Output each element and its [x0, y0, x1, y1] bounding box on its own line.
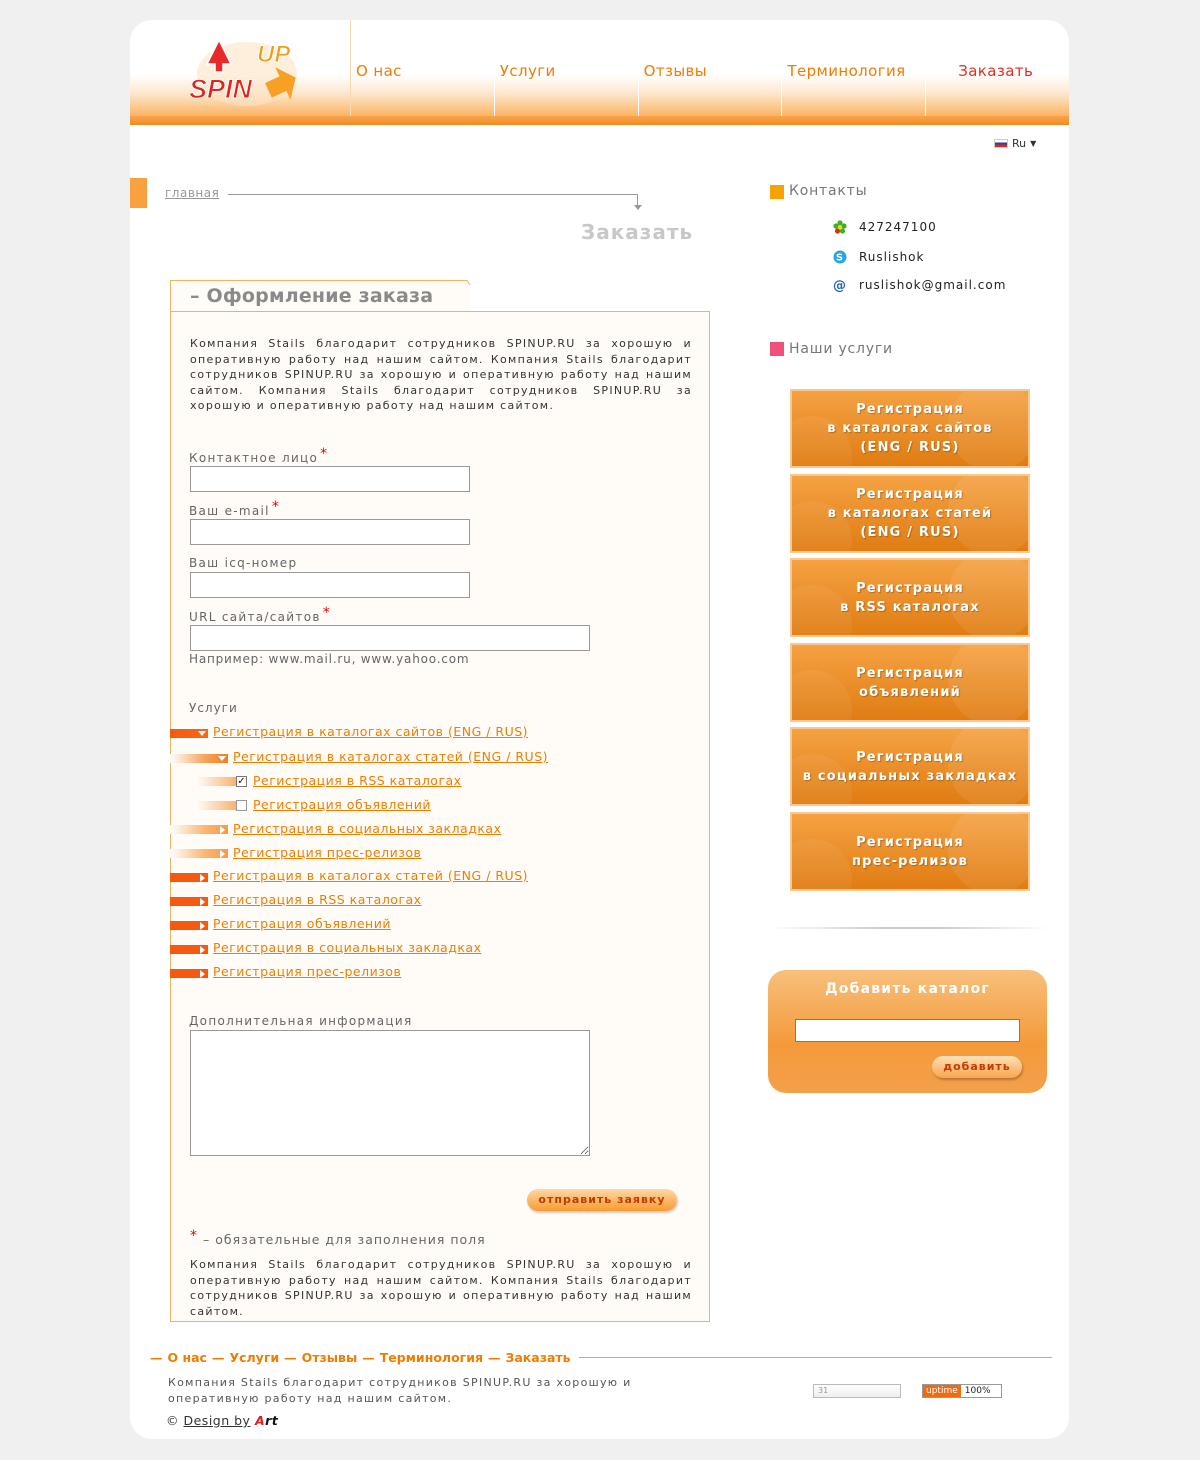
- tile-label: Регистрация объявлений: [856, 665, 964, 700]
- url-label: URL сайта/сайтов *: [189, 605, 332, 624]
- order-intro-text: Компания Stails благодарит сотрудников SPINUP.RU за хорошую и оперативную работу над нашим сайтом. Компания Stails благодарит сотрудников SPINUP.RU за хорошую и оперативную работу над нашим сайтом. Компания Stails благодарит сотрудников SPINUP.RU за хорошую и оперативную работу над нашим сайтом.: [190, 337, 692, 412]
- service-tile-article-catalogs[interactable]: [790, 474, 1030, 553]
- uptime-label: uptime: [923, 1385, 961, 1397]
- footer-dash: —: [487, 1350, 501, 1365]
- service-tile-site-catalogs[interactable]: [790, 389, 1030, 468]
- service-link[interactable]: Регистрация прес-релизов: [233, 845, 422, 860]
- tile-decoration: [790, 839, 852, 891]
- footer-link-about[interactable]: О нас: [167, 1350, 207, 1365]
- header-bottom-line: [130, 116, 1069, 125]
- contact-email: [833, 278, 1006, 292]
- footer-link-services[interactable]: Услуги: [229, 1350, 280, 1365]
- extra-info-label: Дополнительная информация: [189, 1014, 413, 1028]
- triangle-right-icon: [200, 922, 205, 930]
- footer-link-order[interactable]: Заказать: [505, 1350, 571, 1365]
- breadcrumb-marker: [130, 178, 147, 208]
- icq-input[interactable]: [190, 572, 470, 598]
- footer-nav-line: [579, 1357, 1052, 1358]
- copyright-symbol: ©: [166, 1413, 179, 1428]
- nav-about[interactable]: О нас: [350, 20, 494, 125]
- language-label: Ru: [1012, 137, 1027, 150]
- service-link[interactable]: Регистрация в RSS каталогах: [213, 892, 422, 907]
- contact-person-input[interactable]: [190, 466, 470, 492]
- svg-text:@: @: [833, 278, 847, 292]
- services-marker: [770, 342, 784, 356]
- tile-label: Регистрация в социальных закладках: [802, 749, 1018, 784]
- service-row-bar: [170, 849, 228, 858]
- uptime-value: 100%: [964, 1386, 991, 1396]
- main-nav: [350, 20, 1069, 125]
- email-input[interactable]: [190, 519, 470, 545]
- tile-label: Регистрация в каталогах статей (ENG / RUS): [827, 487, 993, 540]
- ads-checkbox[interactable]: [236, 800, 247, 811]
- tile-label: Регистрация в каталогах сайтов (ENG / RUS): [827, 402, 993, 455]
- service-row-bar: [170, 825, 228, 834]
- sidebar-divider: [770, 927, 1050, 929]
- service-link[interactable]: Регистрация в RSS каталогах: [253, 773, 462, 788]
- add-catalog-box: [768, 970, 1047, 1093]
- contacts-title: Контакты: [789, 183, 868, 199]
- nav-terminology[interactable]: Терминология: [781, 20, 925, 125]
- service-link[interactable]: Регистрация объявлений: [253, 797, 431, 812]
- triangle-right-icon: [200, 946, 205, 954]
- tile-decoration: [790, 670, 852, 722]
- service-row-bar: [170, 897, 208, 906]
- triangle-down-icon: [218, 756, 226, 761]
- footer-dash: —: [362, 1350, 375, 1365]
- triangle-right-icon: [200, 970, 205, 978]
- service-tile-ads[interactable]: [790, 643, 1030, 722]
- design-credit: [166, 1413, 278, 1428]
- tile-label: Регистрация прес-релизов: [851, 834, 969, 869]
- service-link[interactable]: Регистрация в каталогах статей (ENG / RUS): [233, 749, 549, 764]
- language-selector[interactable]: [994, 137, 1036, 150]
- footer-text: Компания Stails благодарит сотрудников SPINUP.RU за хорошую и оперативную работу над нашим сайтом.: [168, 1376, 632, 1405]
- designer-logo[interactable]: Art: [254, 1413, 279, 1428]
- skype-icon: [833, 250, 847, 264]
- service-link[interactable]: Регистрация в социальных закладках: [233, 821, 502, 836]
- submit-order-button[interactable]: отправить заявку: [527, 1189, 677, 1211]
- triangle-right-icon: [220, 850, 225, 858]
- service-row-bar: [170, 945, 208, 954]
- service-link[interactable]: Регистрация объявлений: [213, 916, 391, 931]
- service-link[interactable]: Регистрация в каталогах статей (ENG / RUS): [213, 868, 529, 883]
- email-at-icon: [833, 278, 847, 292]
- our-services-title: Наши услуги: [789, 341, 893, 357]
- breadcrumb-arrow-icon: [634, 205, 642, 210]
- service-row-bar: [170, 969, 208, 978]
- visitor-counter-badge[interactable]: 31: [813, 1384, 901, 1398]
- footer-dash: —: [211, 1350, 225, 1365]
- icq-flower-icon: [833, 220, 847, 234]
- service-link[interactable]: Регистрация в каталогах сайтов (ENG / RUS): [213, 724, 529, 739]
- logo-spin-text: SPIN: [189, 74, 253, 104]
- service-tile-press-releases[interactable]: [790, 812, 1030, 891]
- nav-order[interactable]: Заказать: [925, 20, 1069, 125]
- footer-link-terminology[interactable]: Терминология: [379, 1350, 483, 1365]
- rss-checkbox[interactable]: ✓: [237, 776, 246, 787]
- header: [130, 20, 1069, 125]
- url-input[interactable]: [190, 625, 590, 651]
- service-link[interactable]: Регистрация в социальных закладках: [213, 940, 482, 955]
- service-tile-social-bookmarks[interactable]: [790, 727, 1030, 806]
- design-by-link[interactable]: Design by: [183, 1413, 251, 1428]
- page-container: [130, 20, 1069, 1439]
- tile-label: Регистрация в RSS каталогах: [840, 580, 980, 615]
- footer-dash: —: [150, 1350, 163, 1365]
- order-outro-text: Компания Stails благодарит сотрудников SPINUP.RU за хорошую и оперативную работу над нашим сайтом. Компания Stails благодарит сотрудников SPINUP.RU за хорошую и оперативную работу над нашим сайтом.: [190, 1258, 692, 1318]
- breadcrumb-home-link[interactable]: главная: [165, 186, 220, 200]
- add-catalog-button[interactable]: добавить: [932, 1056, 1022, 1078]
- spinup-logo[interactable]: [185, 34, 300, 110]
- footer-dash: —: [284, 1350, 297, 1365]
- service-row-bar: [170, 921, 208, 930]
- extra-info-textarea[interactable]: [190, 1030, 590, 1156]
- contact-person-label: Контактное лицо *: [189, 446, 329, 465]
- uptime-badge[interactable]: [922, 1384, 1002, 1398]
- nav-services[interactable]: Услуги: [494, 20, 638, 125]
- page-title: Заказать: [581, 220, 694, 244]
- nav-reviews[interactable]: Отзывы: [638, 20, 782, 125]
- skype-name: Ruslishok: [859, 250, 925, 264]
- service-link[interactable]: Регистрация прес-релизов: [213, 964, 402, 979]
- icq-label: Ваш icq-номер: [189, 556, 298, 570]
- contacts-marker: [770, 185, 784, 199]
- email-address[interactable]: ruslishok@gmail.com: [859, 278, 1007, 292]
- service-tile-rss[interactable]: [790, 558, 1030, 637]
- required-note: * – обязательные для заполнения поля: [190, 1228, 486, 1247]
- russian-flag-icon: [994, 139, 1008, 148]
- triangle-right-icon: [200, 898, 205, 906]
- footer-nav: [150, 1350, 1052, 1365]
- triangle-right-icon: [200, 874, 205, 882]
- email-label: Ваш e-mail *: [189, 499, 281, 518]
- footer-link-reviews[interactable]: Отзывы: [301, 1350, 358, 1365]
- logo-up-text: UP: [257, 41, 291, 68]
- svg-text:S: S: [835, 252, 845, 264]
- service-row-bar: [170, 729, 208, 738]
- add-catalog-input[interactable]: [795, 1019, 1020, 1042]
- order-form-title: – Оформление заказа: [190, 285, 434, 307]
- add-catalog-title: Добавить каталог: [825, 981, 990, 997]
- service-row-bar: [170, 754, 228, 763]
- contact-icq: [833, 220, 937, 234]
- triangle-right-icon: [220, 826, 225, 834]
- icq-number: 427247100: [859, 220, 937, 234]
- service-row-bar: [170, 873, 208, 882]
- breadcrumb-line: [228, 194, 638, 206]
- url-hint: Например: www.mail.ru, www.yahoo.com: [189, 652, 470, 666]
- contact-skype: [833, 250, 924, 264]
- chevron-down-icon: ▼: [1030, 139, 1037, 148]
- triangle-down-icon: [198, 731, 206, 736]
- services-label: Услуги: [189, 701, 238, 715]
